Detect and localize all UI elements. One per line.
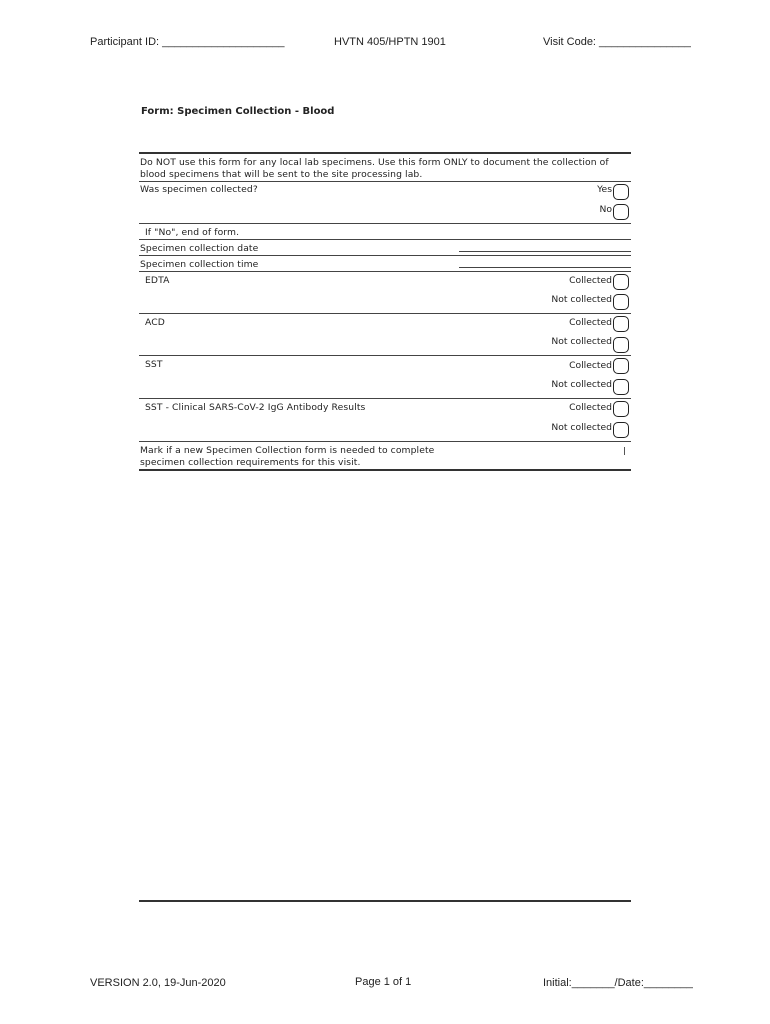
sst-not-collected-checkbox[interactable] xyxy=(613,379,629,395)
yes-label: Yes xyxy=(597,184,612,195)
visit-code-header: Visit Code: _______________ xyxy=(543,36,691,48)
sst-collected-checkbox[interactable] xyxy=(613,358,629,374)
not-collected-label: Not collected xyxy=(551,422,612,433)
mark-new-form-line-2: specimen collection requirements for this visit. xyxy=(140,457,361,468)
divider xyxy=(139,398,631,399)
edta-not-collected-checkbox[interactable] xyxy=(613,294,629,310)
initial-date-footer: Initial:_______/Date:________ xyxy=(543,977,693,989)
divider xyxy=(139,255,631,256)
collected-question: Was specimen collected? xyxy=(140,184,258,195)
collection-time-field[interactable] xyxy=(459,267,631,268)
form-title: Form: Specimen Collection - Blood xyxy=(141,106,335,117)
divider xyxy=(139,271,631,272)
edta-collected-checkbox[interactable] xyxy=(613,274,629,290)
divider xyxy=(139,355,631,356)
intro-line-2: blood specimens that will be sent to the site processing lab. xyxy=(140,169,423,180)
collected-label: Collected xyxy=(569,275,612,286)
page-number: Page 1 of 1 xyxy=(355,976,412,988)
yes-checkbox[interactable] xyxy=(613,184,629,200)
collection-date-label: Specimen collection date xyxy=(140,243,259,254)
divider xyxy=(139,223,631,224)
collected-label: Collected xyxy=(569,360,612,371)
acd-not-collected-checkbox[interactable] xyxy=(613,337,629,353)
specimen-name: ACD xyxy=(145,317,165,328)
mark-new-form-line-1: Mark if a new Specimen Collection form is needed to complete xyxy=(140,445,435,456)
not-collected-label: Not collected xyxy=(551,294,612,305)
if-no-instruction: If "No", end of form. xyxy=(145,227,240,238)
section-end-divider xyxy=(139,469,631,471)
specimen-name: EDTA xyxy=(145,275,170,286)
protocol-header: HVTN 405/HPTN 1901 xyxy=(334,36,446,48)
specimen-name: SST - Clinical SARS-CoV-2 IgG Antibody Results xyxy=(145,402,366,413)
divider xyxy=(139,239,631,240)
divider xyxy=(139,313,631,314)
sst-clinical-collected-checkbox[interactable] xyxy=(613,401,629,417)
intro-line-1: Do NOT use this form for any local lab specimens. Use this form ONLY to document the collection of xyxy=(140,157,609,168)
version-footer: VERSION 2.0, 19-Jun-2020 xyxy=(90,977,226,989)
collection-date-field[interactable] xyxy=(459,251,631,252)
top-divider xyxy=(139,152,631,154)
collection-time-label: Specimen collection time xyxy=(140,259,259,270)
sst-clinical-not-collected-checkbox[interactable] xyxy=(613,422,629,438)
no-label: No xyxy=(599,204,612,215)
specimen-name: SST xyxy=(145,359,163,370)
bottom-divider xyxy=(139,900,631,902)
not-collected-label: Not collected xyxy=(551,336,612,347)
divider xyxy=(139,181,631,182)
no-checkbox[interactable] xyxy=(613,204,629,220)
collected-label: Collected xyxy=(569,317,612,328)
not-collected-label: Not collected xyxy=(551,379,612,390)
divider xyxy=(139,441,631,442)
acd-collected-checkbox[interactable] xyxy=(613,316,629,332)
participant-id-header: Participant ID: ____________________ xyxy=(90,36,285,48)
mark-new-form-checkbox[interactable] xyxy=(624,447,625,455)
collected-label: Collected xyxy=(569,402,612,413)
